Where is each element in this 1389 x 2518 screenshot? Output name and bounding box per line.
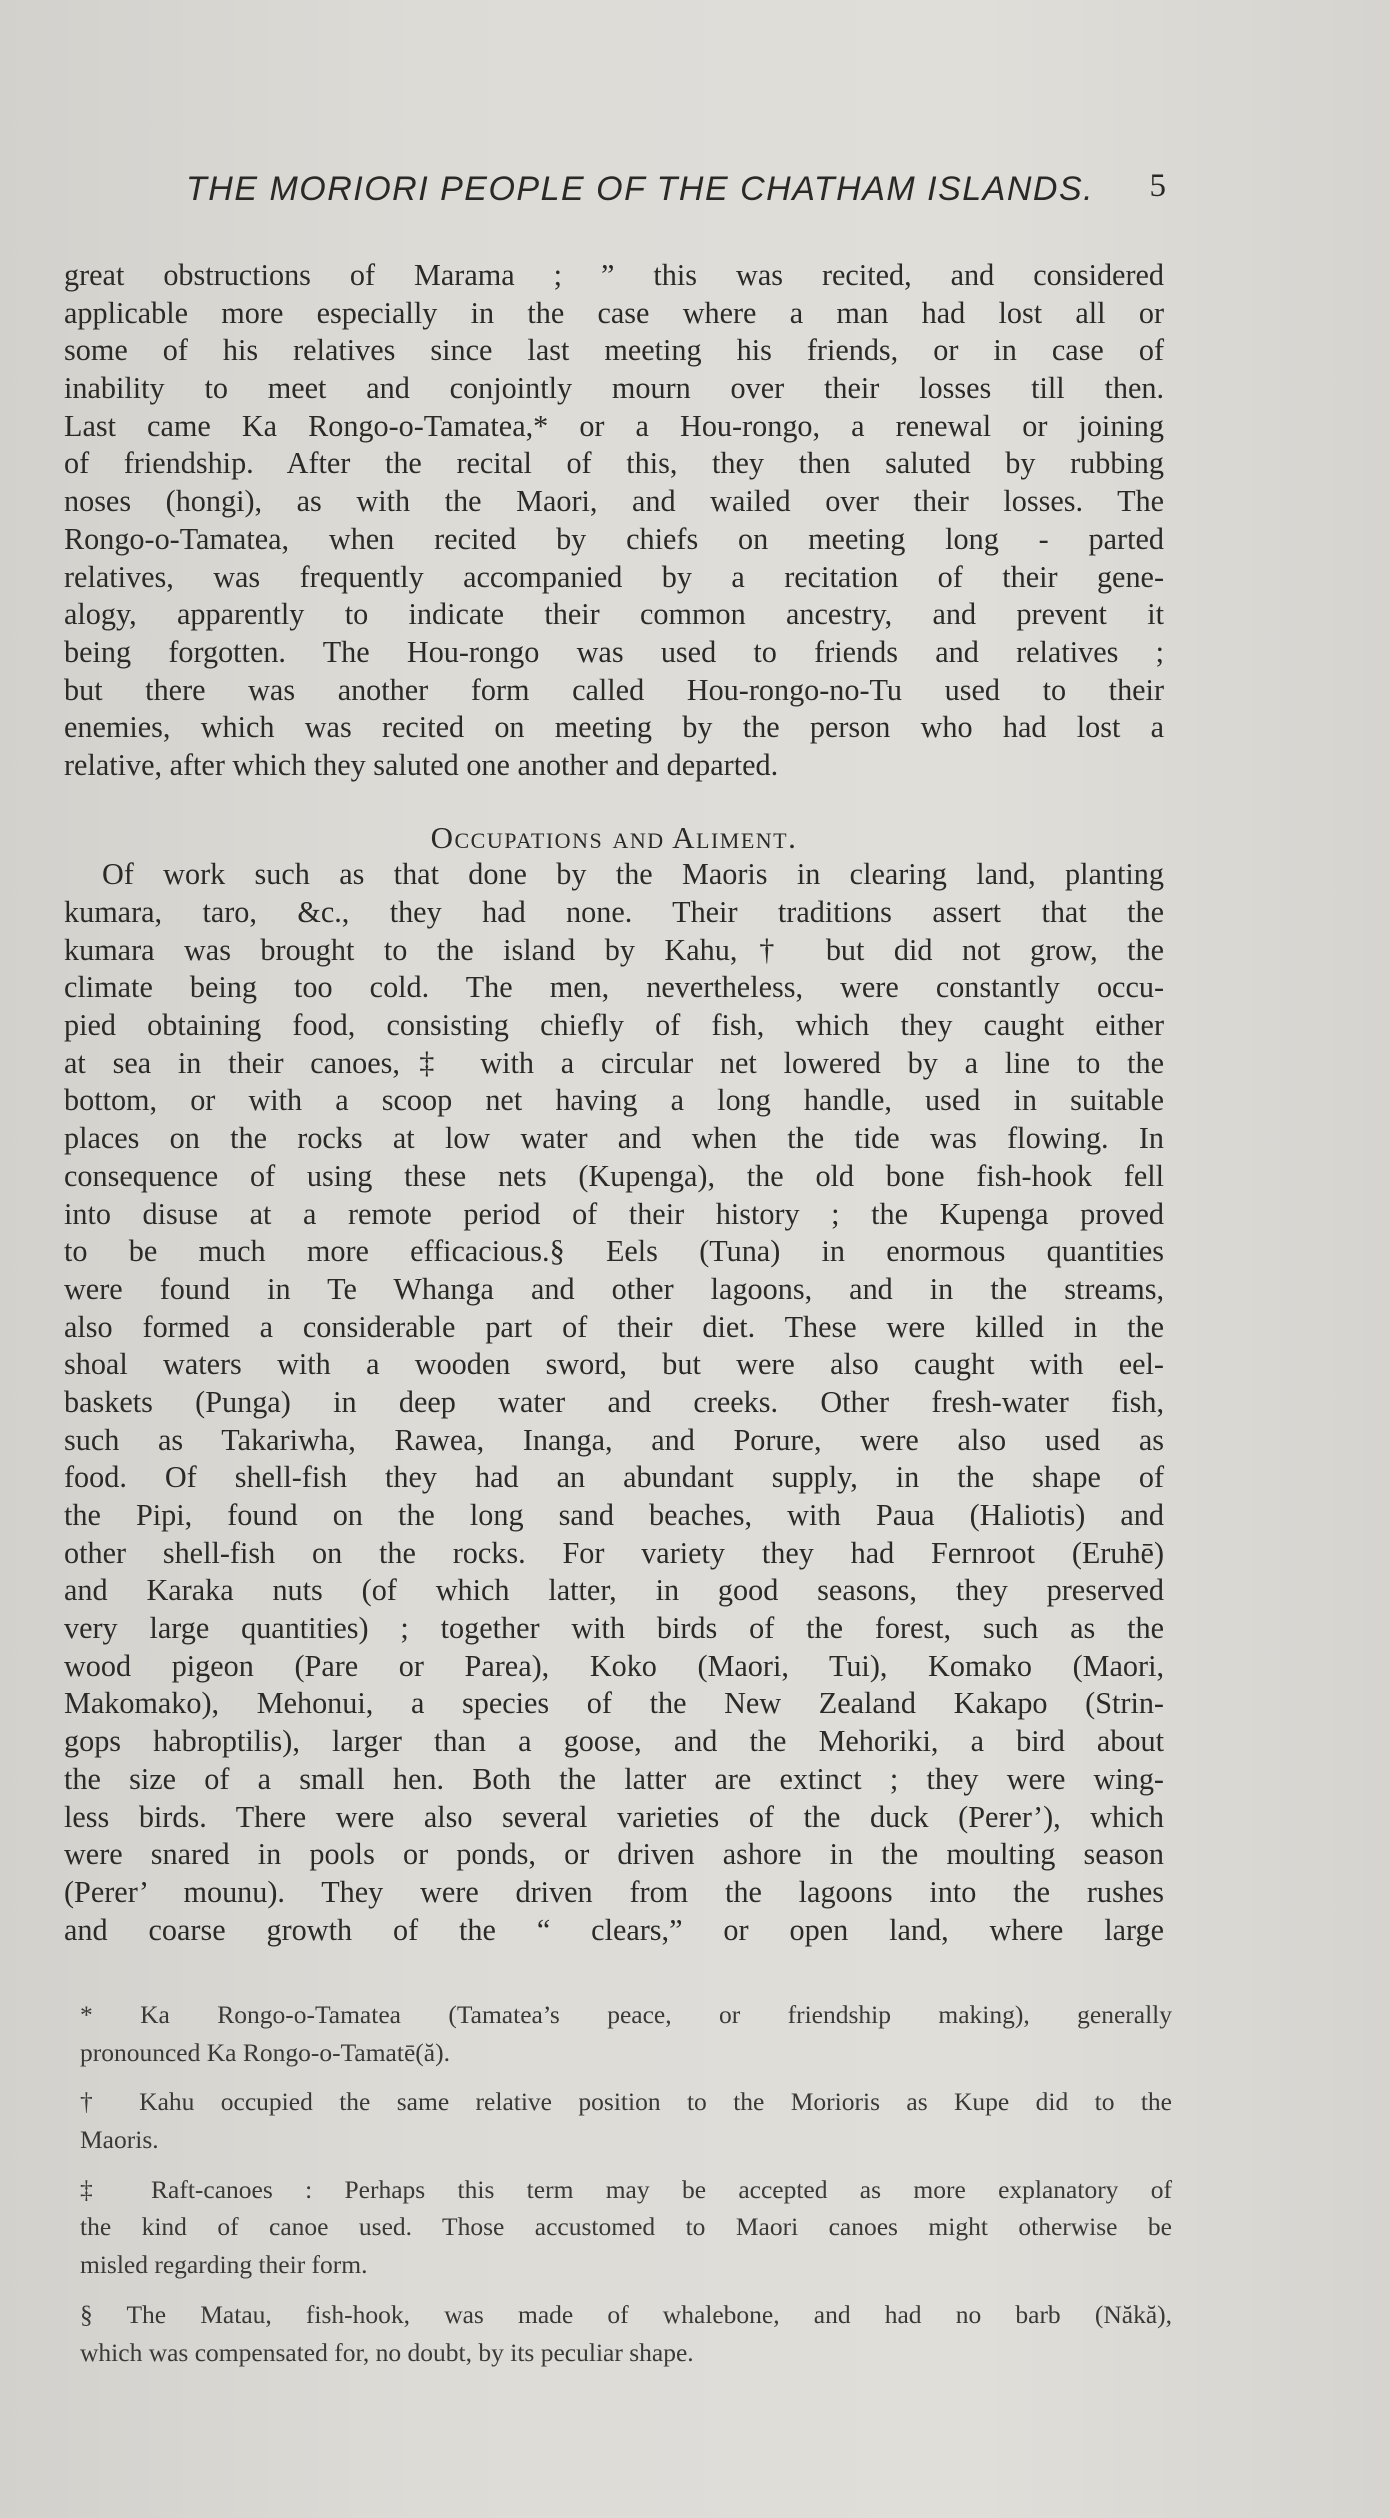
text-line: relatives, was frequently accompanied by a recitation of their gene- <box>64 559 1164 594</box>
footnote-line: the kind of canoe used. Those accustomed to Maori canoes might otherwise be <box>80 2212 1172 2242</box>
text-line: to be much more efficacious.§ Eels (Tuna) in enormous quantities <box>64 1234 1164 1269</box>
footnote-line: * Ka Rongo-o-Tamatea (Tamatea’s peace, or friendship making), generally <box>80 2000 1172 2029</box>
text-line: climate being too cold. The men, nevertheless, were constantly occu- <box>64 970 1164 1005</box>
section-heading: Occupations and Aliment. <box>430 819 798 855</box>
text-line: very large quantities) ; together with birds of the forest, such as the <box>64 1611 1164 1646</box>
footnote-line: § The Matau, fish-hook, was made of whalebone, and had no barb (Năkă), <box>80 2299 1172 2329</box>
text-line: great obstructions of Marama ; ” this was recited, and considered <box>64 258 1164 292</box>
text-line: less birds. There were also several varieties of the duck (Perer’), which <box>64 1799 1164 1834</box>
text-line: and coarse growth of the “ clears,” or open land, where large <box>64 1912 1164 1947</box>
text-line: relative, after which they saluted one another and departed. <box>64 747 779 782</box>
spacer <box>80 2288 1172 2300</box>
text-line: baskets (Punga) in deep water and creeks. Other fresh-water fish, <box>64 1384 1164 1419</box>
text-line: gops habroptilis), larger than a goose, and the Mehoriki, a bird about <box>64 1724 1164 1759</box>
body-text <box>64 257 1164 1949</box>
text-line: being forgotten. The Hou-rongo was used to friends and relatives ; <box>64 634 1164 669</box>
spacer <box>64 785 1164 819</box>
page-header <box>186 170 1196 220</box>
footnote-line: misled regarding their form. <box>80 2250 368 2280</box>
paragraph-2 <box>64 856 1164 1949</box>
footnote-line: † Kahu occupied the same relative position to the Morioris as Kupe did to the <box>80 2087 1172 2117</box>
text-line: the size of a small hen. Both the latter are extinct ; they were wing- <box>64 1761 1164 1796</box>
text-line: food. Of shell-fish they had an abundant supply, in the shape of <box>64 1460 1164 1495</box>
text-line: other shell-fish on the rocks. For variety they had Fernroot (Eruhē) <box>64 1535 1164 1570</box>
text-line: Last came Ka Rongo-o-Tamatea,* or a Hou-rongo, a renewal or joining <box>64 408 1164 443</box>
text-line: such as Takariwha, Rawea, Inanga, and Porure, were also used as <box>64 1422 1164 1457</box>
text-line: bottom, or with a scoop net having a long handle, used in suitable <box>64 1083 1164 1118</box>
text-line: were found in Te Whanga and other lagoons, and in the streams, <box>64 1271 1164 1306</box>
page-number: 5 <box>1149 168 1166 204</box>
text-line: places on the rocks at low water and when the tide was flowing. In <box>64 1121 1164 1156</box>
text-line: (Perer’ mounu). They were driven from the lagoons into the rushes <box>64 1874 1164 1909</box>
footnote <box>80 2175 1172 2288</box>
footnote-line: Maoris. <box>80 2125 159 2155</box>
text-line: Of work such as that done by the Maoris in clearing land, planting <box>102 857 1164 892</box>
text-line: kumara was brought to the island by Kahu,† but did not grow, the <box>64 932 1164 967</box>
footnote-line: pronounced Ka Rongo-o-Tamatē(ă). <box>80 2037 450 2067</box>
text-line: and Karaka nuts (of which latter, in good seasons, they preserved <box>64 1573 1164 1608</box>
text-line: alogy, apparently to indicate their common ancestry, and prevent it <box>64 597 1164 632</box>
footnote-line: which was compensated for, no doubt, by its peculiar shape. <box>80 2337 694 2367</box>
spacer <box>80 2163 1172 2175</box>
text-line: consequence of using these nets (Kupenga), the old bone fish-hook fell <box>64 1158 1164 1193</box>
text-line: pied obtaining food, consisting chiefly of fish, which they caught either <box>64 1008 1164 1043</box>
paragraph-1 <box>64 257 1164 785</box>
text-line: into disuse at a remote period of their history ; the Kupenga proved <box>64 1196 1164 1231</box>
text-line: kumara, taro, &c., they had none. Their traditions assert that the <box>64 895 1164 929</box>
text-line: also formed a considerable part of their diet. These were killed in the <box>64 1309 1164 1344</box>
footnote <box>80 2300 1172 2375</box>
running-title: THE MORIORI PEOPLE OF THE CHATHAM ISLANDS. <box>186 170 1095 208</box>
text-line: wood pigeon (Pare or Parea), Koko (Maori, Tui), Komako (Maori, <box>64 1648 1164 1683</box>
footnote <box>80 2000 1172 2075</box>
text-line: inability to meet and conjointly mourn over their losses till then. <box>64 371 1164 406</box>
text-line: shoal waters with a wooden sword, but were also caught with eel- <box>64 1347 1164 1382</box>
footnote <box>80 2087 1172 2162</box>
footnotes <box>80 2000 1172 2375</box>
text-line: enemies, which was recited on meeting by the person who had lost a <box>64 710 1164 745</box>
text-line: some of his relatives since last meeting his friends, or in case of <box>64 333 1164 368</box>
text-line: Rongo-o-Tamatea, when recited by chiefs on meeting long - parted <box>64 521 1164 556</box>
spacer <box>80 2075 1172 2087</box>
text-line: of friendship. After the recital of this, they then saluted by rubbing <box>64 446 1164 481</box>
text-line: Makomako), Mehonui, a species of the New Zealand Kakapo (Strin- <box>64 1686 1164 1721</box>
text-line: applicable more especially in the case where a man had lost all or <box>64 295 1164 330</box>
footnote-line: ‡ Raft-canoes : Perhaps this term may be accepted as more explanatory of <box>80 2174 1172 2204</box>
text-line: but there was another form called Hou-rongo-no-Tu used to their <box>64 672 1164 707</box>
text-line: at sea in their canoes,‡ with a circular net lowered by a line to the <box>64 1045 1164 1080</box>
text-line: were snared in pools or ponds, or driven ashore in the moulting season <box>64 1837 1164 1872</box>
text-line: the Pipi, found on the long sand beaches, with Paua (Haliotis) and <box>64 1498 1164 1532</box>
text-line: noses (hongi), as with the Maori, and wailed over their losses. The <box>64 484 1164 519</box>
